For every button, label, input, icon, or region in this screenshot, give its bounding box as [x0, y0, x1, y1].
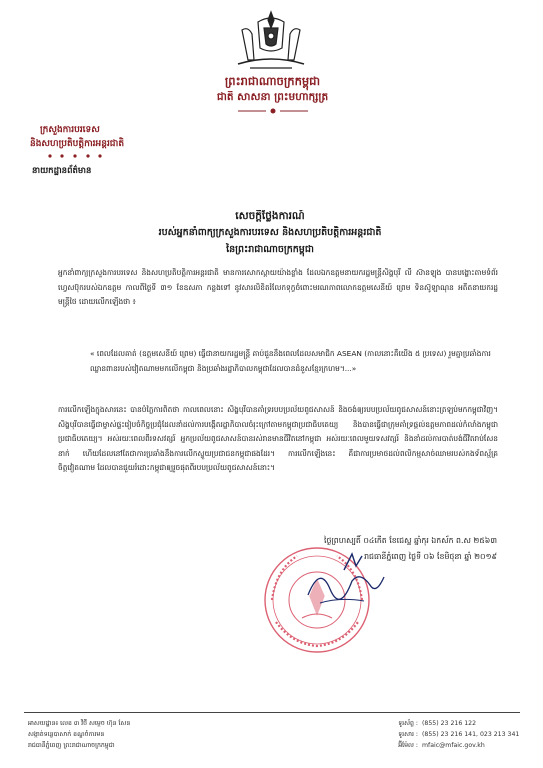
ministry-name-line2: និងសហប្រតិបត្តិការអន្តរជាតិ — [30, 139, 125, 149]
email-link[interactable]: mfaic@mfaic.gov.kh — [422, 742, 485, 749]
royal-emblem-icon — [228, 8, 314, 72]
quoted-statement: « ពេលដែលគាត់ (ឧត្តមសេនីយ៍ ព្រេម) ធ្វើជានាយករដ្ឋមន្ត្រី គាប់ជួននឹងពេលដែលសមាជិក ASEAN (កាលនោះគឺយើង ៥ ប្រទេស) រួមគ្នាប្រឆាំងការឈ្លានពានរបស់វៀតណាមមកលើកម្ពុជា និងប្រឆាំងរដ្ឋាភិបាលកម្ពុជាដែលបានដំនួសខ្មែរក្រហម។...» — [90, 349, 491, 373]
solar-date: រាជធានីភ្នំពេញ ថ្ងៃទី ០៦ ខែមិថុនា ឆ្នាំ ២០១៩ — [364, 552, 497, 561]
email-label: អ៊ីម៉ែល : — [398, 742, 418, 749]
national-motto: ជាតិ សាសនា ព្រះមហាក្សត្រ — [216, 91, 329, 103]
fax-label: ទូរសារ : — [398, 731, 418, 738]
footer-address — [28, 718, 130, 751]
address-line: សង្កាត់ទន្លេបាសាក់ ខណ្ឌចំការមន — [28, 731, 105, 738]
phone-row — [372, 718, 519, 729]
body-paragraph: អ្នកនាំពាក្យក្រសួងការបរទេស និងសហប្រតិបត្តិការអន្តរជាតិ មានការសោកស្តាយយ៉ាងខ្លាំង ដែលឯកឧត្តមនាយករដ្ឋមន្ត្រីសិង្ហបុរី លី ស៊ានឡុង បានបង្ហោះតាមទំព័រហ្វេសប៊ុករបស់ឯកឧត្តម កាលពីថ្ងៃទី ៣១ ខែឧសភា កន្លងទៅ នូវសារលិខិតរំលែកទុក្ខចំពោះមរណភាពលោកឧត្តមសេនីយ៍ ព្រេម ទិនស៊ូឡាណុន អតីតនាយករដ្ឋមន្ត្រីថៃ ដោយលើកឡើងថា ៖ — [58, 268, 498, 307]
kingdom-name: ព្រះរាជាណាចក្រកម្ពុជា — [224, 74, 321, 88]
address-line: រាជធានីភ្នំពេញ ព្រះរាជាណាចក្រកម្ពុជា — [28, 742, 115, 749]
footer-divider — [24, 712, 520, 713]
department-name: នាយកដ្ឋានព័ត៌មាន — [32, 166, 92, 176]
fax-number: (855) 23 216 141, 023 213 341 — [422, 731, 520, 738]
phone-number: (855) 23 216 122 — [422, 720, 477, 727]
fax-row — [372, 729, 519, 740]
footer-contacts — [372, 718, 519, 751]
document-subtitle-country: នៃព្រះរាជាណាចក្រកម្ពុជា — [226, 244, 314, 255]
body-paragraph: ការលើកឡើងក្នុងសារនេះ បានបំភ្លៃការពិតថា កាលពេលនោះ សិង្ហបុរីបានគាំទ្ររបបប្រល័យពូជសាសន៍ និងចង់ឲ្យរបបប្រល័យពូជសាសន៍នោះត្រឡប់មកកម្ពុជាវិញ។ សិង្ហបុរីបានធ្វើជាម្ចាស់ផ្ទះរៀបចំកិច្ចប្រជុំដែលនាំដល់ការបង្កើតរដ្ឋាភិបាលចំរុះក្រៅតាមកម្ពុជាប្រជាធិបតេយ្យ និងបានធ្វើជាក្រុមគាំទ្រផ្តល់ឧត្តមភាពដល់កំលាំងកម្ពុជាប្រជាធិបតេយ្យ។ អស់រយៈពេលពីរទសវត្សរ៍ អ្នកប្រល័យពូជសាសន៍បានរស់រានមានជីវិតនៅកម្ពុជា អស់រយៈពេលមួយទសវត្សរ៍ និងនាំដល់ការបាត់បង់ជីវិតរាប់សែននាក់ ហើយដែលនៅតែជាការប្រឆាំងនឹងការលើកស្ទួយប្រជាជនកម្ពុជាផងដែរ។ ការលើកឡើងនេះ គឺជាការប្រមាថដល់ពលិកម្មសាច់ឈាមរបស់កងទ័ពស្ម័គ្រចិត្តវៀតណាម ដែលបានជួយរំដោះកម្ពុជាឲ្យរួចផុតពីរបបប្រល័យពូជសាសន៍នោះ។ — [58, 405, 498, 473]
lunar-date: ថ្ងៃព្រហស្បតិ៍ ០៤កើត ខែជេស្ឋ ឆ្នាំកុរ ឯកស័ក ព.ស ២៥៦៣ — [324, 536, 497, 545]
initial-mark-icon — [338, 548, 368, 578]
phone-label: ទូរស័ព្ទ : — [398, 720, 418, 727]
document-subtitle: របស់អ្នកនាំពាក្យក្រសួងការបរទេស និងសហប្រតិបត្តិការអន្តរជាតិ — [158, 227, 382, 238]
ornament-divider-icon — [238, 108, 308, 114]
ministry-name-line1: ក្រសួងការបរទេស — [40, 125, 100, 135]
document-title: សេចក្តីថ្លែងការណ៍ — [235, 210, 305, 222]
email-row — [372, 740, 519, 751]
address-line: អាសយដ្ឋាន៖ លេខ ៣ វិថី សម្តេច ហ៊ុន សែន — [28, 720, 131, 727]
stars-divider-icon — [40, 153, 110, 159]
